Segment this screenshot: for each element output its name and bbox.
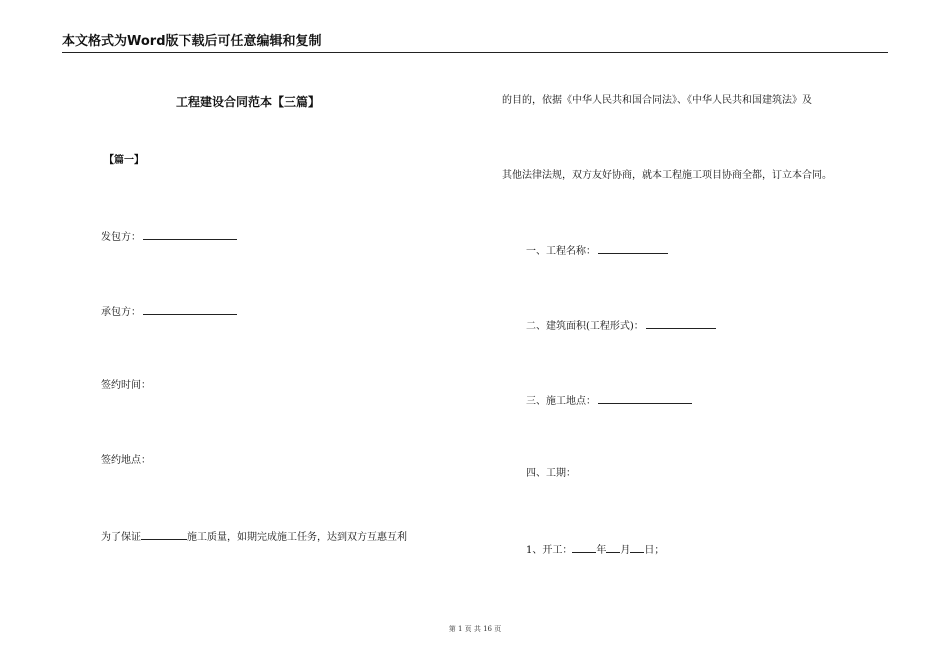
page-header: [62, 34, 888, 53]
employer-label: 发包方：: [101, 232, 141, 243]
start-day-blank: [630, 543, 644, 553]
item-building-area: [526, 319, 716, 333]
purpose-pre: 为了保证: [101, 532, 141, 543]
employer-line: [101, 230, 237, 244]
sign-place-line: 签约地点：: [101, 455, 151, 466]
page-footer: 第 1 页 共 16 页: [448, 625, 502, 633]
item-construction-site-label: 三、施工地点：: [526, 396, 596, 407]
purpose-line: [101, 530, 407, 544]
contractor-line: [101, 305, 237, 319]
purpose-end: 其他法律法规，双方友好协商，就本工程施工项目协商全都，订立本合同。: [502, 170, 832, 181]
purpose-blank: [141, 530, 187, 540]
sign-time-line: 签约时间：: [101, 380, 151, 391]
section-label: 【篇一】: [104, 155, 144, 166]
project-name-blank: [598, 244, 668, 254]
purpose-continued: 的目的，依据《中华人民共和国合同法》、《中华人民共和国建筑法》及: [502, 95, 812, 106]
contractor-blank: [143, 305, 237, 315]
item-project-name: [526, 244, 668, 258]
item-construction-site: [526, 394, 692, 408]
employer-blank: [143, 230, 237, 240]
construction-site-blank: [598, 394, 692, 404]
purpose-post: 施工质量，如期完成施工任务，达到双方互惠互利: [187, 532, 407, 543]
contractor-label: 承包方：: [101, 307, 141, 318]
start-date-line: [526, 543, 664, 557]
header-text: 本文格式为Word版下载后可任意编辑和复制: [62, 34, 322, 49]
document-title: 工程建设合同范本【三篇】: [176, 95, 321, 109]
start-month-label: 月: [620, 545, 631, 556]
start-day-label: 日；: [644, 545, 665, 556]
start-year-blank: [572, 543, 596, 553]
item-building-area-label: 二、建筑面积(工程形式)：: [526, 321, 644, 332]
start-month-blank: [606, 543, 620, 553]
start-date-label: 1、开工：: [526, 545, 573, 556]
item-project-name-label: 一、工程名称：: [526, 246, 596, 257]
building-area-blank: [646, 319, 716, 329]
item-schedule: 四、工期：: [526, 468, 576, 479]
start-year-label: 年: [596, 545, 607, 556]
